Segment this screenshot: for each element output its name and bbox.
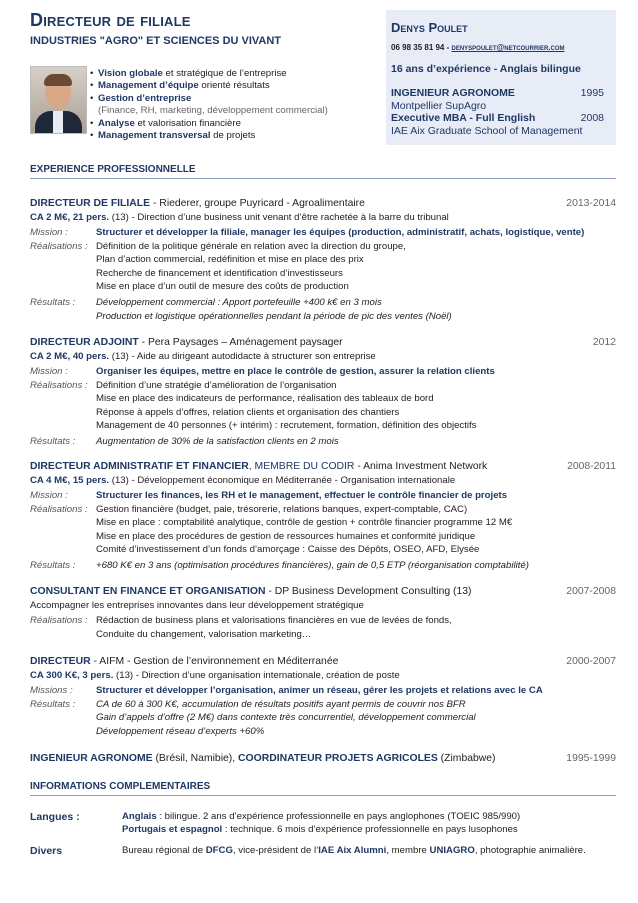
job-company: - AIFM - Gestion de l’environnement en Méditerranée	[90, 656, 339, 667]
contact-panel	[386, 10, 616, 145]
skill-item: • Vision globale et stratégique de l’entreprise	[90, 68, 287, 79]
job-title-row: INGENIEUR AGRONOME (Brésil, Namibie), COORDINATEUR PROJETS AGRICOLES (Zimbabwe) 1995-1999	[30, 753, 616, 764]
achievement-row: Réalisations : Définition d’une stratégie d’amélioration de l’organisation	[30, 379, 337, 391]
job-entry	[30, 337, 616, 449]
education-degree: Executive MBA - Full English 2008	[391, 112, 604, 125]
job-company: - Riederer, groupe Puyricard - Agroalimentaire	[150, 198, 365, 209]
job-company: - Pera Paysages – Aménagement paysager	[138, 337, 343, 348]
mission-row: Mission : Structurer les finances, les RH et le management, effectuer le contrôle financier de projets	[30, 490, 508, 501]
job-title-row: DIRECTEUR ADMINISTRATIF ET FINANCIER, MEMBRE DU CODIR - Anima Investment Network 2008-2011	[30, 461, 616, 472]
candidate-name: Denys Poulet	[391, 20, 468, 35]
job-entry	[30, 656, 616, 738]
job-title-row	[30, 198, 616, 209]
profile-photo	[30, 66, 87, 134]
languages-row: Langues : Anglais : bilingue. 2 ans d’expérience professionnelle en pays anglophones (TOEIC 985/990)	[30, 811, 521, 823]
job-entry	[30, 753, 616, 764]
job-title: DIRECTEUR	[30, 656, 91, 667]
header-left	[30, 10, 370, 47]
education-school: IAE Aix Graduate School of Management	[391, 124, 583, 137]
achievement-row: Management de 40 personnes (+ intérim) : recrutement, formation, définition des objectifs	[96, 420, 477, 432]
achievement-row: Recherche de financement et identification d’investisseurs	[96, 267, 343, 279]
job-title: DIRECTEUR ADMINISTRATIF ET FINANCIER	[30, 461, 249, 472]
achievement-row: Réponse à appels d’offres, relation clients et organisation des chantiers	[96, 406, 400, 418]
result-row: Production et logistique opérationnelles pendant la période de pic des ventes (Noël)	[96, 310, 452, 322]
job-company: - DP Business Development Consulting (13)	[265, 586, 472, 597]
misc-row: Divers Bureau régional de DFCG, vice-président de l’IAE Aix Alumni, membre UNIAGRO, photographie animalière.	[30, 845, 586, 857]
job-title: DIRECTEUR DE FILIALE	[30, 198, 151, 209]
mission-row: Mission : Structurer et développer la filiale, manager les équipes (production, administratif, achats, logistique, vente)	[30, 227, 585, 238]
education-degree: INGENIEUR AGRONOME 1995	[391, 87, 604, 99]
job-summary: CA 300 K€, 3 pers. (13) - Direction d’une organisation internationale, création de poste	[30, 670, 400, 681]
page-title: Directeur de filiale	[30, 10, 191, 30]
job-summary: CA 2 M€, 21 pers. (13) - Direction d’une business unit venant d’être rachetée à la barre du tribunal	[30, 212, 449, 223]
result-row: Développement réseau d’experts +60%	[96, 725, 265, 737]
achievement-row: Mise en place d’un outil de mesure des coûts de production	[96, 281, 349, 293]
job-years: 1995-1999	[566, 753, 616, 764]
achievement-row: Conduite du changement, valorisation marketing…	[96, 628, 312, 640]
job-title-row	[30, 586, 616, 597]
job-title: DIRECTEUR ADJOINT	[30, 337, 139, 348]
job-years: 2007-2008	[566, 586, 616, 597]
job-entry	[30, 198, 616, 323]
achievement-row: Réalisations : Définition de la politique générale en relation avec la direction du groupe,	[30, 240, 406, 252]
achievement-row: Mise en place des procédures de gestion de ressources humaines et conformité juridique	[96, 530, 476, 542]
result-row: Résultats : Développement commercial : Apport portefeuille +400 k€ en 3 mois	[30, 296, 382, 308]
job-summary: CA 4 M€, 15 pers. (13) - Développement économique en Méditerranée - Organisation internationale	[30, 475, 456, 486]
job-title-row	[30, 337, 616, 348]
experience-summary: 16 ans d’expérience - Anglais bilingue	[391, 63, 581, 75]
section-heading-info: INFORMATIONS COMPLEMENTAIRES	[30, 781, 616, 796]
skill-item: • Gestion d’entreprise	[90, 92, 192, 104]
achievement-row: Mise en place : comptabilité analytique, contrôle de gestion + contrôle financier programme 12 M€	[96, 517, 513, 529]
job-title: CONSULTANT EN FINANCE ET ORGANISATION	[30, 586, 266, 597]
job-title: INGENIEUR AGRONOME	[30, 753, 153, 764]
skill-item-detail: (Finance, RH, marketing, développement commercial)	[98, 105, 328, 117]
job-entry	[30, 586, 616, 641]
page-subtitle: INDUSTRIES "AGRO" ET SCIENCES DU VIVANT	[30, 35, 282, 47]
contact-line	[391, 43, 616, 52]
achievement-row: Plan d’action commercial, redéfinition et mise en place des prix	[96, 254, 364, 266]
job-years: 2013-2014	[566, 198, 616, 209]
result-row: Résultats : CA de 60 à 300 K€, accumulation de résultats positifs ayant permis de couvrir nos BFR	[30, 698, 466, 710]
job-summary: Accompagner les entreprises innovantes dans leur développement stratégique	[30, 600, 364, 611]
job-company: - Anima Investment Network	[354, 461, 488, 472]
result-row: Résultats : Augmentation de 30% de la satisfaction clients en 2 mois	[30, 435, 339, 447]
achievement-row: Réalisations : Gestion financière (budget, paie, trésorerie, relations banques, expert-comptable, CAC)	[30, 503, 468, 515]
email-link[interactable]: denyspoulet@netcourrier.com	[451, 43, 565, 52]
result-row: Résultats : +680 K€ en 3 ans (optimisation procédures financières), gain de 0,5 ETP (réorganisation comptabilité)	[30, 559, 529, 571]
education-school: Montpellier SupAgro	[391, 99, 487, 112]
key-skills-list	[90, 68, 370, 142]
section-heading-experience: EXPERIENCE PROFESSIONNELLE	[30, 164, 616, 179]
skill-item: • Analyse et valorisation financière	[90, 117, 241, 129]
mission-row: Missions : Structurer et développer l’organisation, animer un réseau, gérer les projets et relations avec le CA	[30, 685, 543, 696]
achievement-row: Comité d’investissement d’un fonds d’amorçage : Caisse des Dépôts, OSEO, AFD, Elysée	[96, 544, 480, 556]
job-years: 2000-2007	[566, 656, 616, 667]
achievement-row: Réalisations : Rédaction de business plans et valorisations financières en vue de levées de fonds,	[30, 615, 452, 626]
mission-row: Mission : Organiser les équipes, mettre en place le contrôle de gestion, assurer la relation clients	[30, 366, 495, 377]
job-title-row	[30, 656, 616, 667]
job-years: 2012	[592, 337, 616, 348]
skill-item: • Management d’équipe orienté résultats	[90, 80, 270, 92]
job-summary: CA 2 M€, 40 pers. (13) - Aide au dirigeant autodidacte à structurer son entreprise	[30, 351, 376, 362]
job-years: 2008-2011	[567, 461, 616, 472]
languages-row: Portugais et espagnol : technique. 6 mois d’expérience professionnelle en pays lusophones	[122, 824, 518, 835]
skill-item: • Management transversal de projets	[90, 130, 256, 142]
job-entry	[30, 461, 616, 573]
result-row: Gain d’appels d’offre (2 M€) dans contexte très concurrentiel, développement commercial	[96, 712, 476, 724]
phone-number: 06 98 35 81 94 -	[391, 43, 452, 52]
achievement-row: Mise en place des indicateurs de performance, réalisation des tableaux de bord	[96, 393, 434, 405]
